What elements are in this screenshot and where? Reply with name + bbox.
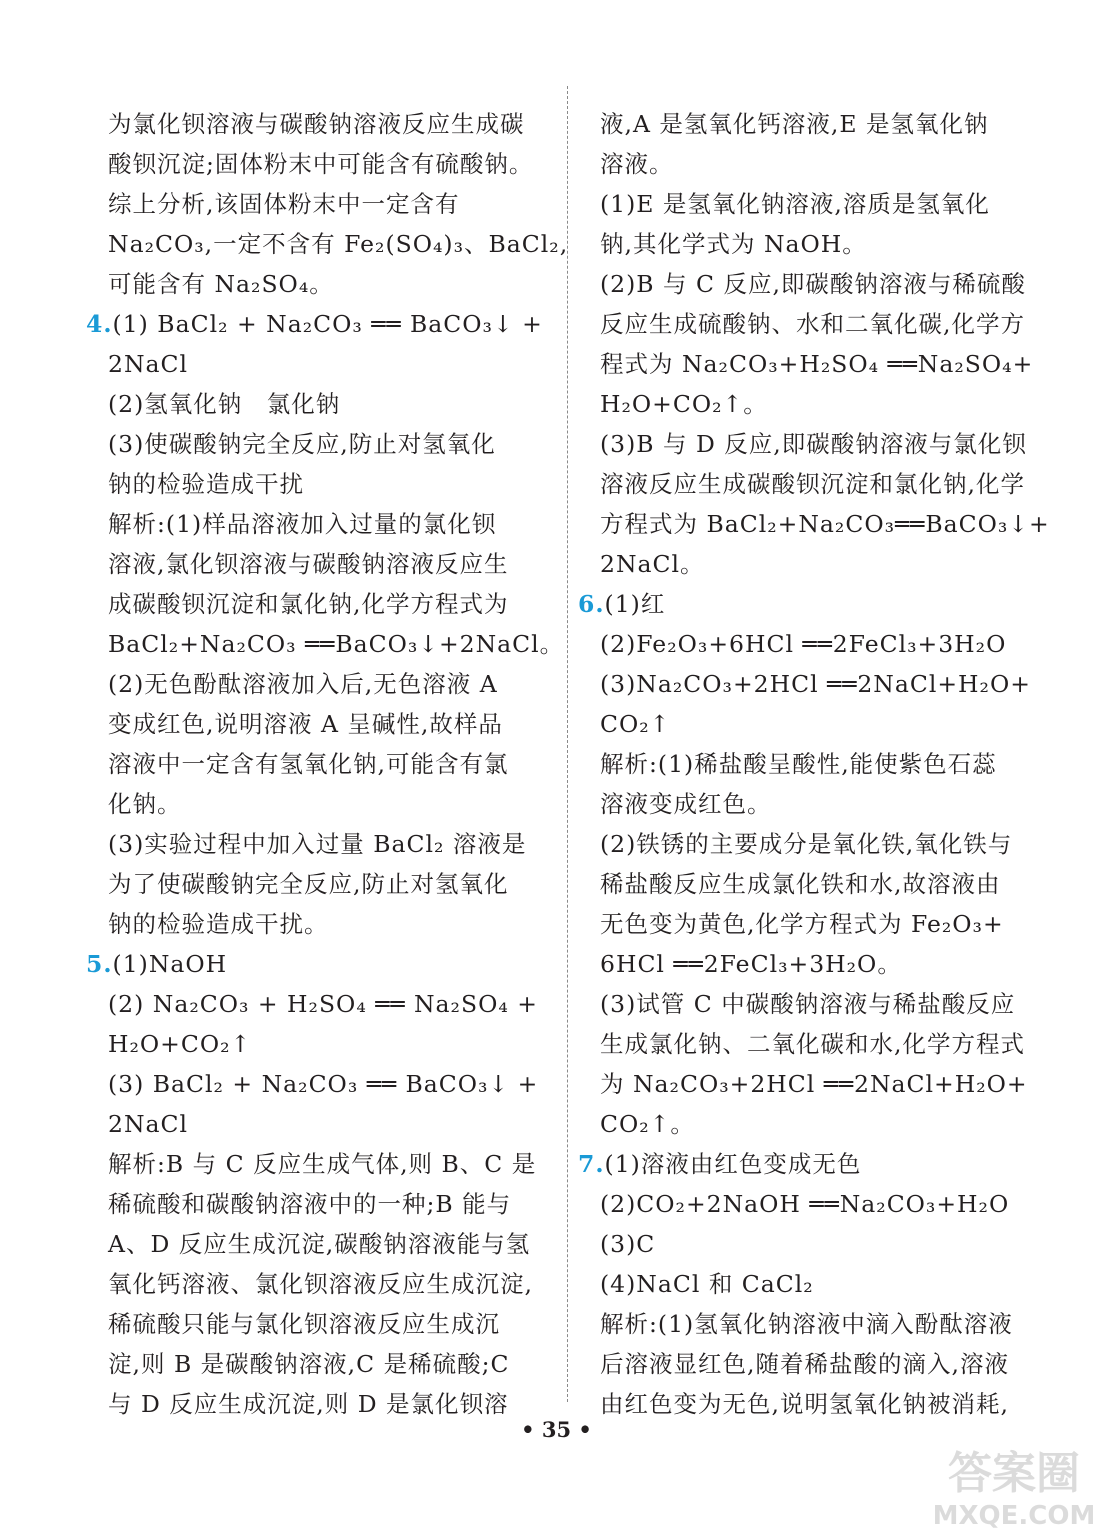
line-text: 方程式为 BaCl₂+Na₂CO₃══BaCO₃↓+: [600, 510, 1050, 538]
line-text: 溶液中一定含有氢氧化钠,可能含有氯: [108, 750, 509, 778]
text-line: [600, 144, 1028, 184]
text-line: [108, 864, 536, 904]
line-text: (1)溶液由红色变成无色: [604, 1150, 862, 1178]
text-line: [108, 184, 536, 224]
text-line: [108, 624, 565, 664]
text-line: [108, 784, 536, 824]
line-text: 2NaCl。: [600, 550, 705, 578]
line-text: (2) Na₂CO₃ + H₂SO₄ ══ Na₂SO₄ +: [108, 990, 538, 1018]
line-text: 无色变为黄色,化学方程式为 Fe₂O₃+: [600, 910, 1004, 938]
text-line: [600, 544, 1028, 584]
line-text: 钠,其化学式为 NaOH。: [600, 230, 867, 258]
text-line: [600, 424, 1028, 464]
line-text: 钠的检验造成干扰。: [108, 910, 329, 938]
text-line: [108, 104, 536, 144]
text-line: [600, 264, 1028, 304]
line-text: (2)Fe₂O₃+6HCl ══2FeCl₃+3H₂O: [600, 630, 1007, 658]
line-text: (3)实验过程中加入过量 BaCl₂ 溶液是: [108, 830, 527, 858]
text-line: [600, 744, 1028, 784]
text-line: [86, 304, 543, 344]
line-text: 解析:B 与 C 反应生成气体,则 B、C 是: [108, 1150, 537, 1178]
column-divider: [567, 86, 568, 1402]
line-text: 为 Na₂CO₃+2HCl ══2NaCl+H₂O+: [600, 1070, 1028, 1098]
text-line: [108, 1184, 536, 1224]
text-line: [600, 944, 1028, 984]
watermark-logo: [919, 1436, 1109, 1532]
line-text: A、D 反应生成沉淀,碳酸钠溶液能与氢: [108, 1230, 531, 1258]
line-text: 酸钡沉淀;固体粉末中可能含有硫酸钠。: [108, 150, 534, 178]
text-line: [600, 1224, 1028, 1264]
line-text: H₂O+CO₂↑。: [600, 390, 768, 418]
line-text: 稀硫酸只能与氯化钡溶液反应生成沉: [108, 1310, 500, 1338]
text-line: [108, 744, 536, 784]
line-text: 由红色变为无色,说明氢氧化钠被消耗,: [600, 1390, 1009, 1418]
text-line: [108, 144, 536, 184]
line-text: (3)使碳酸钠完全反应,防止对氢氧化: [108, 430, 496, 458]
line-text: (1)红: [604, 590, 666, 618]
line-text: 综上分析,该固体粉末中一定含有: [108, 190, 460, 218]
text-line: [600, 184, 1028, 224]
line-text: 稀盐酸反应生成氯化铁和水,故溶液由: [600, 870, 1001, 898]
line-text: 为了使碳酸钠完全反应,防止对氢氧化: [108, 870, 509, 898]
line-text: 化钠。: [108, 790, 182, 818]
line-text: Na₂CO₃,一定不含有 Fe₂(SO₄)₃、BaCl₂,: [108, 230, 569, 258]
line-text: 氧化钙溶液、氯化钡溶液反应生成沉淀,: [108, 1270, 533, 1298]
line-text: (1)E 是氢氧化钠溶液,溶质是氢氧化: [600, 190, 990, 218]
text-line: [600, 1064, 1028, 1104]
text-line: [600, 664, 1031, 704]
line-text: (4)NaCl 和 CaCl₂: [600, 1270, 814, 1298]
text-line: [108, 544, 536, 584]
line-text: 钠的检验造成干扰: [108, 470, 304, 498]
right-column: [578, 104, 1050, 1424]
text-line: [600, 1104, 1028, 1144]
text-line: [108, 1304, 536, 1344]
line-text: 淀,则 B 是碳酸钠溶液,C 是稀硫酸;C: [108, 1350, 510, 1378]
text-line: [600, 704, 1028, 744]
text-line: [108, 984, 536, 1024]
line-text: (2)铁锈的主要成分是氧化铁,氧化铁与: [600, 830, 1013, 858]
watermark-url: MXQE.COM: [932, 1501, 1096, 1531]
text-line: [108, 264, 536, 304]
text-line: [108, 1104, 536, 1144]
question-number: 7.: [578, 1150, 605, 1178]
text-line: [600, 824, 1028, 864]
text-line: [86, 944, 536, 984]
line-text: 2NaCl: [108, 1110, 189, 1138]
line-text: 程式为 Na₂CO₃+H₂SO₄ ══Na₂SO₄+: [600, 350, 1034, 378]
text-line: [600, 1344, 1028, 1384]
line-text: (2)CO₂+2NaOH ══Na₂CO₃+H₂O: [600, 1190, 1010, 1218]
line-text: (3)B 与 D 反应,即碳酸钠溶液与氯化钡: [600, 430, 1027, 458]
line-text: 为氯化钡溶液与碳酸钠溶液反应生成碳: [108, 110, 525, 138]
question-number: 5.: [86, 950, 113, 978]
text-line: [108, 1024, 536, 1064]
line-text: 溶液反应生成碳酸钡沉淀和氯化钠,化学: [600, 470, 1025, 498]
text-line: [108, 1224, 536, 1264]
line-text: 与 D 反应生成沉淀,则 D 是氯化钡溶: [108, 1390, 509, 1418]
line-text: 解析:(1)样品溶液加入过量的氯化钡: [108, 510, 497, 538]
text-line: [578, 1144, 1028, 1184]
text-line: [108, 1064, 539, 1104]
line-text: (3)Na₂CO₃+2HCl ══2NaCl+H₂O+: [600, 670, 1031, 698]
text-line: [600, 504, 1050, 544]
question-number: 4.: [86, 310, 113, 338]
text-line: [600, 1304, 1028, 1344]
text-line: [108, 1344, 536, 1384]
line-text: 溶液,氯化钡溶液与碳酸钠溶液反应生: [108, 550, 509, 578]
line-text: 成碳酸钡沉淀和氯化钠,化学方程式为: [108, 590, 509, 618]
text-line: [108, 504, 536, 544]
text-line: [600, 464, 1028, 504]
text-line: [108, 424, 536, 464]
text-line: [108, 584, 536, 624]
line-text: CO₂↑。: [600, 1110, 695, 1138]
line-text: CO₂↑: [600, 710, 671, 738]
text-line: [600, 984, 1028, 1024]
text-line: [600, 1184, 1028, 1224]
line-text: 解析:(1)稀盐酸呈酸性,能使紫色石蕊: [600, 750, 997, 778]
line-text: 液,A 是氢氧化钙溶液,E 是氢氧化钠: [600, 110, 989, 138]
line-text: 2NaCl: [108, 350, 189, 378]
line-text: 解析:(1)氢氧化钠溶液中滴入酚酞溶液: [600, 1310, 1013, 1338]
text-line: [108, 344, 536, 384]
line-text: (3)C: [600, 1230, 656, 1258]
line-text: BaCl₂+Na₂CO₃ ══BaCO₃↓+2NaCl。: [108, 630, 565, 658]
line-text: 变成红色,说明溶液 A 呈碱性,故样品: [108, 710, 503, 738]
line-text: 溶液。: [600, 150, 674, 178]
line-text: 稀硫酸和碳酸钠溶液中的一种;B 能与: [108, 1190, 512, 1218]
text-line: [108, 904, 536, 944]
text-line: [600, 904, 1028, 944]
line-text: (3) BaCl₂ + Na₂CO₃ ══ BaCO₃↓ +: [108, 1070, 539, 1098]
text-line: [600, 104, 1028, 144]
line-text: 可能含有 Na₂SO₄。: [108, 270, 334, 298]
line-text: 溶液变成红色。: [600, 790, 772, 818]
line-text: 生成氯化钠、二氧化碳和水,化学方程式: [600, 1030, 1025, 1058]
line-text: (2)氢氧化钠 氯化钠: [108, 390, 341, 418]
line-text: (3)试管 C 中碳酸钠溶液与稀盐酸反应: [600, 990, 1016, 1018]
text-line: [600, 624, 1028, 664]
text-line: [600, 1264, 1028, 1304]
text-line: [108, 224, 569, 264]
line-text: (2)无色酚酞溶液加入后,无色溶液 A: [108, 670, 498, 698]
watermark-text: 答案圈: [948, 1448, 1080, 1499]
left-column: [86, 104, 569, 1424]
line-text: 反应生成硫酸钠、水和二氧化碳,化学方: [600, 310, 1025, 338]
text-line: [600, 384, 1028, 424]
text-line: [600, 344, 1034, 384]
text-line: [600, 784, 1028, 824]
page-number: • 35 •: [521, 1417, 592, 1442]
text-line: [108, 1144, 536, 1184]
line-text: H₂O+CO₂↑: [108, 1030, 252, 1058]
line-text: 后溶液显红色,随着稀盐酸的滴入,溶液: [600, 1350, 1009, 1378]
text-line: [108, 384, 536, 424]
text-line: [578, 584, 1028, 624]
text-line: [600, 1024, 1028, 1064]
text-line: [600, 864, 1028, 904]
text-line: [600, 224, 1028, 264]
text-line: [108, 464, 536, 504]
text-line: [108, 704, 536, 744]
text-line: [600, 304, 1028, 344]
line-text: (2)B 与 C 反应,即碳酸钠溶液与稀硫酸: [600, 270, 1026, 298]
text-line: [108, 1264, 536, 1304]
question-number: 6.: [578, 590, 605, 618]
text-line: [108, 664, 536, 704]
text-line: [108, 824, 536, 864]
line-text: 6HCl ══2FeCl₃+3H₂O。: [600, 950, 902, 978]
line-text: (1) BaCl₂ + Na₂CO₃ ══ BaCO₃↓ +: [112, 310, 543, 338]
line-text: (1)NaOH: [112, 950, 228, 978]
